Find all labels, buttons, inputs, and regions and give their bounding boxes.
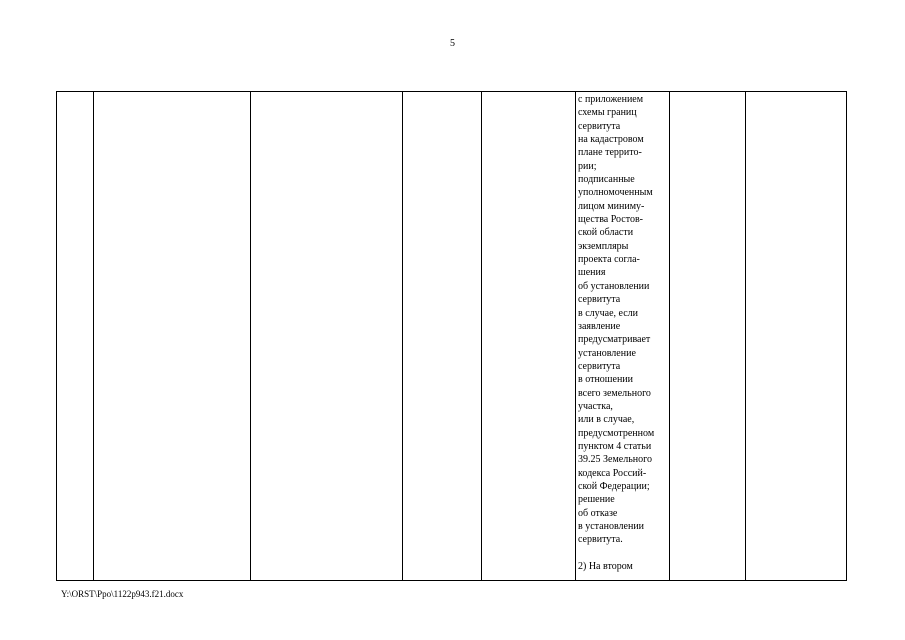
table-cell-3: [251, 92, 403, 581]
cell-text-line: [578, 547, 669, 560]
cell-text-line: лицом миниму-: [578, 200, 645, 212]
cell-text-line: об установлении: [578, 280, 650, 292]
cell-text-line: схемы границ: [578, 107, 637, 119]
cell-text-line: установление: [578, 347, 636, 359]
cell-text-line: участка,: [578, 400, 613, 412]
cell-text-line: рии;: [578, 160, 597, 172]
table-cell-7: [670, 92, 746, 581]
cell-text-line: предусматривает: [578, 334, 651, 346]
cell-text-line: шения: [578, 267, 606, 279]
table-cell-2: [94, 92, 251, 581]
cell-text-line: на кадастровом: [578, 134, 644, 146]
cell-text-line: в случае, если: [578, 307, 639, 319]
cell-text-line: плане террито-: [578, 147, 642, 159]
cell-text-line: кодекса Россий-: [578, 467, 647, 479]
cell-text-line: всего земельного: [578, 387, 651, 399]
cell-text-line: 2) На втором: [578, 561, 633, 573]
table-cell-text: [576, 92, 670, 581]
cell-text-line: щества Ростов-: [578, 214, 644, 226]
table-row: [57, 92, 847, 581]
footer-file-path: Y:\ORST\Ppo\1122p943.f21.docx: [61, 589, 184, 599]
cell-text-line: сервитута: [578, 120, 621, 132]
cell-text-line: с приложением: [578, 94, 644, 105]
table-cell-4: [403, 92, 482, 581]
cell-paragraph: [576, 92, 669, 573]
cell-text-line: подписанные: [578, 174, 635, 186]
cell-text-line: уполномоченным: [578, 187, 653, 199]
table-cell-5: [482, 92, 576, 581]
cell-text-line: проекта согла-: [578, 254, 640, 266]
cell-text-line: заявление: [578, 320, 621, 332]
table-cell-8: [746, 92, 847, 581]
cell-text-line: сервитута: [578, 360, 621, 372]
cell-text-line: предусмотренном: [578, 427, 655, 439]
cell-text-line: об отказе: [578, 507, 618, 519]
table-cell-1: [57, 92, 94, 581]
page-number: 5: [450, 38, 455, 49]
cell-text-line: ской области: [578, 227, 634, 239]
cell-text-line: 39.25 Земельного: [578, 454, 652, 466]
cell-text-line: ской Федерации;: [578, 480, 650, 492]
cell-text-line: сервитута.: [578, 534, 623, 546]
cell-text-line: сервитута: [578, 294, 621, 306]
cell-text-line: решение: [578, 494, 615, 506]
cell-text-line: в отношении: [578, 374, 634, 386]
document-table: [56, 91, 847, 581]
cell-text-line: пунктом 4 статьи: [578, 440, 652, 452]
cell-text-line: или в случае,: [578, 414, 635, 426]
cell-text-line: экземпляры: [578, 240, 629, 252]
cell-text-line: в установлении: [578, 521, 645, 532]
